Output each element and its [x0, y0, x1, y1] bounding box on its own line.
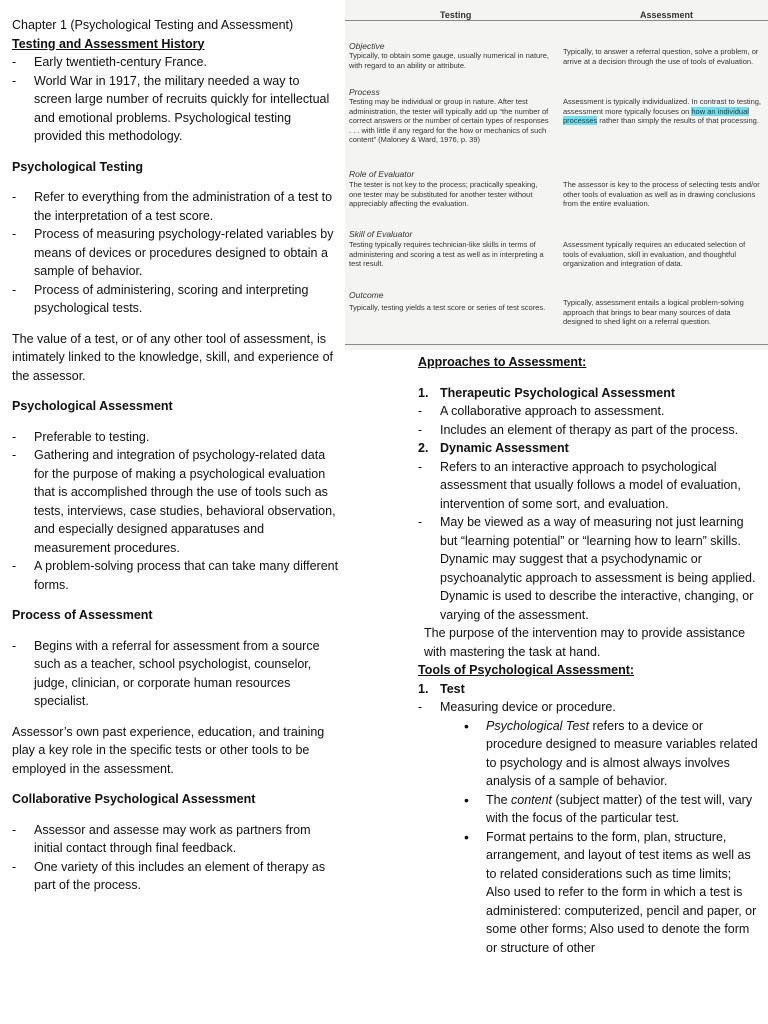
table-category: Outcome	[349, 290, 384, 300]
right-column	[418, 353, 758, 957]
dynamic-paragraph: Dynamic may suggest that a psychodynamic or psychoanalytic approach to assessment is being applied.	[440, 552, 756, 585]
approaches-heading: Approaches to Assessment:	[418, 355, 587, 369]
value-paragraph: The value of a test, or of any other tool of assessment, is intimately linked to the knowledge, skill, and experience of the assessor.	[12, 331, 334, 383]
list-item: - Refer to everything from the administration of a test to the interpretation of a test score.	[12, 188, 340, 225]
table-header-assessment: Assessment	[640, 10, 694, 20]
list-item: - Measuring device or procedure.	[418, 698, 758, 717]
testing-list	[12, 188, 340, 318]
table-cell-assessment: Typically, assessment entails a logical problem-solving approach that brings to bear many sources of data designed to shed light on a referral question.	[563, 298, 744, 326]
list-item: - A problem-solving process that can take many different forms.	[12, 557, 340, 594]
list-item: - Begins with a referral for assessment from a source such as a teacher, school psychologist, counselor, judge, clinician, or corporate human resources specialist.	[12, 637, 340, 711]
table-rule	[345, 20, 768, 21]
history-list	[12, 53, 340, 146]
list-item: - Process of administering, scoring and interpreting psychological tests.	[12, 281, 340, 318]
numbered-item: 2. Dynamic Assessment	[418, 441, 569, 455]
list-item: - One variety of this includes an element of therapy as part of the process.	[12, 858, 340, 895]
bullet-item: • Format pertains to the form, plan, structure, arrangement, and layout of test items as well as to related considerations such as time limits; Also used to refer to the form in which a test is administered: computerized, pencil and paper, or some other forms; Also used to denote the form or structure of other	[486, 828, 758, 958]
list-item: - Gathering and integration of psychology-related data for the purpose of making a psychological evaluation that is accomplished through the use of tools such as tests, interviews, case studies, behavioral observation, and especially designed apparatuses and measurement procedures.	[12, 446, 340, 557]
table-cell-assessment: Assessment is typically individualized. In contrast to testing, assessment more typically focuses on how an individual processes rather than simply the results of that processing.	[563, 97, 762, 125]
therapeutic-list	[418, 402, 758, 439]
test-list	[418, 698, 758, 717]
table-category: Objective	[349, 41, 385, 51]
table-cell-testing: Testing typically requires technician-like skills in terms of administering and scoring a test as well as in interpreting a test result.	[349, 240, 544, 268]
purpose-paragraph: The purpose of the intervention may to provide assistance with mastering the task at hand.	[424, 626, 746, 659]
table-cell-testing: Typically, to obtain some gauge, usually numerical in nature, with regard to an ability or attribute.	[349, 51, 549, 70]
list-item: - Preferable to testing.	[12, 428, 340, 447]
chapter-title: Chapter 1 (Psychological Testing and Assessment)	[12, 18, 294, 32]
list-item: - World War in 1917, the military needed a way to screen large number of recruits quickly for intellectual and emotional problems. Psychological testing provided this methodology.	[12, 72, 340, 146]
numbered-item: 1. Therapeutic Psychological Assessment	[418, 385, 676, 400]
process-heading: Process of Assessment	[12, 608, 153, 622]
list-item: - May be viewed as a way of measuring not just learning but “learning potential” or “learning how to learn” skills.	[418, 513, 758, 550]
table-rule	[345, 344, 768, 345]
list-item: - Assessor and assesse may work as partners from initial contact through final feedback.	[12, 821, 340, 858]
collab-heading: Collaborative Psychological Assessment	[12, 792, 256, 806]
table-category: Skill of Evaluator	[349, 229, 413, 239]
testing-vs-assessment-table	[345, 0, 768, 350]
table-cell-testing: The tester is not key to the process; practically speaking, one tester may be substituted for another tester without appreciably affecting the evaluation.	[349, 180, 538, 208]
highlighted-text: how an individual processes	[563, 106, 749, 125]
table-cell-testing: Typically, testing yields a test score or series of test scores.	[349, 303, 546, 312]
table-cell-assessment: Assessment typically requires an educated selection of tools of evaluation, skill in evaluation, and thoughtful organization and integration of data.	[563, 240, 746, 268]
table-cell-assessment: Typically, to answer a referral question, solve a problem, or arrive at a decision through the use of tools of evaluation.	[563, 47, 759, 66]
list-item: - Includes an element of therapy as part of the process.	[418, 421, 758, 440]
list-item: - Refers to an interactive approach to psychological assessment that usually follows a model of evaluation, intervention of some sort, and evaluation.	[418, 458, 758, 514]
table-cell-testing: Testing may be individual or group in nature. After test administration, the tester will typically add up “the number of correct answers or the number of certain types of responses . . . with little if any regard for the how or mechanics of such content” (Maloney & Ward, 1976, p. 39)	[349, 97, 549, 144]
table-cell-assessment: The assessor is key to the process of selecting tests and/or other tools of evaluation as well as in drawing conclusions from the entire evaluation.	[563, 180, 760, 208]
list-item: - Early twentieth-century France.	[12, 53, 340, 72]
bullet-item: • Psychological Test refers to a device or procedure designed to measure variables related to psychology and is almost always involves analysis of a sample of behavior.	[486, 717, 758, 791]
tools-heading: Tools of Psychological Assessment:	[418, 663, 635, 677]
history-heading: Testing and Assessment History	[12, 36, 205, 51]
left-column	[12, 16, 340, 895]
assessment-list	[12, 428, 340, 595]
assessor-paragraph: Assessor’s own past experience, education, and training play a key role in the specific tests or other tools to be employed in the assessment.	[12, 724, 325, 776]
table-category: Process	[349, 87, 380, 97]
assessment-heading: Psychological Assessment	[12, 399, 173, 413]
list-item: - Process of measuring psychology-related variables by means of devices or procedures designed to obtain a sample of behavior.	[12, 225, 340, 281]
dynamic-list	[418, 458, 758, 551]
process-list	[12, 637, 340, 711]
table-category: Role of Evaluator	[349, 169, 415, 179]
testing-heading: Psychological Testing	[12, 159, 144, 174]
numbered-item: 1. Test	[418, 681, 465, 696]
dynamic-paragraph: Dynamic is used to describe the interactive, changing, or varying of the assessment.	[440, 589, 754, 622]
collab-list	[12, 821, 340, 895]
table-header-testing: Testing	[440, 10, 472, 20]
test-bullets	[418, 717, 758, 958]
list-item: - A collaborative approach to assessment.	[418, 402, 758, 421]
bullet-item: • The content (subject matter) of the test will, vary with the focus of the particular test.	[486, 791, 758, 828]
